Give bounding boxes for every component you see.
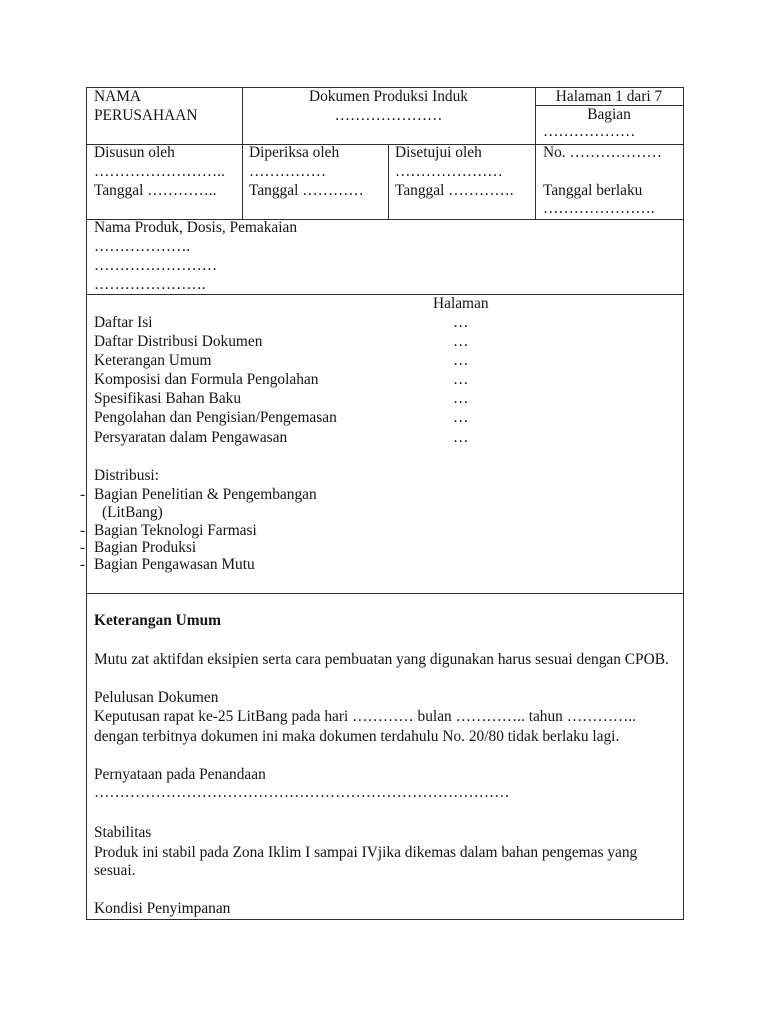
- checked-by-label: Diperiksa oleh: [249, 144, 340, 161]
- product-blank-line: ……………….: [94, 238, 191, 255]
- effective-date-blank: ………………….: [543, 200, 655, 217]
- release-text-line2: dengan terbitnya dokumen ini maka dokumen terdahulu No. 20/80 tidak berlaku lagi.: [94, 728, 620, 745]
- stability-text-line1: Produk ini stabil pada Zona Iklim I sampai IVjika dikemas dalam bahan pengemas yang: [94, 844, 638, 861]
- contents-item-label: Daftar Isi: [94, 314, 153, 331]
- distribution-item: Bagian Penelitian & Pengembangan: [94, 486, 317, 503]
- product-blank-line: ………………….: [94, 276, 206, 293]
- contents-item-label: Spesifikasi Bahan Baku: [94, 390, 242, 407]
- labeling-heading: Pernyataan pada Penandaan: [94, 766, 266, 783]
- list-bullet: -: [80, 522, 86, 539]
- contents-item-label: Pengolahan dan Pengisian/Pengemasan: [94, 409, 337, 426]
- contents-item-page: …: [453, 352, 469, 369]
- product-blank-line: ……………………: [94, 257, 218, 274]
- page-info: Halaman 1 dari 7: [555, 88, 663, 105]
- document-title-blank: …………………: [334, 107, 443, 124]
- checked-by-blank: ……………: [249, 163, 326, 180]
- column-divider-2: [388, 144, 389, 220]
- effective-date-label: Tanggal berlaku: [543, 182, 643, 199]
- contents-item-label: Daftar Distribusi Dokumen: [94, 333, 263, 350]
- distribution-label: Distribusi:: [94, 467, 159, 484]
- document-title: Dokumen Produksi Induk: [308, 88, 469, 105]
- storage-heading: Kondisi Penyimpanan: [94, 900, 231, 917]
- approved-by-label: Disetujui oleh: [395, 144, 482, 161]
- list-bullet: -: [80, 556, 86, 573]
- contents-item-page: …: [453, 314, 469, 331]
- checked-date: Tanggal …………: [249, 182, 364, 199]
- product-label: Nama Produk, Dosis, Pemakaian: [94, 219, 298, 236]
- release-text-line1: Keputusan rapat ke-25 LitBang pada hari ………… bulan ………….. tahun …………..: [94, 708, 636, 725]
- stability-text-line2: sesuai.: [94, 862, 136, 879]
- distribution-item-continuation: (LitBang): [102, 504, 163, 521]
- list-bullet: -: [80, 539, 86, 556]
- approved-by-blank: …………………: [395, 163, 503, 180]
- section-blank: ………………: [543, 123, 636, 140]
- row-divider-product: [86, 294, 684, 295]
- company-name-label-line1: NAMA: [94, 88, 142, 105]
- labeling-blank: ………………………………………………………………………: [94, 784, 510, 801]
- contents-item-page: …: [453, 409, 469, 426]
- approved-date: Tanggal ………….: [395, 182, 514, 199]
- contents-item-page: …: [453, 429, 469, 446]
- quality-statement: Mutu zat aktifdan eksipien serta cara pembuatan yang digunakan harus sesuai dengan CPOB.: [94, 651, 669, 668]
- release-heading: Pelulusan Dokumen: [94, 689, 219, 706]
- document-number: No. ………………: [543, 144, 662, 161]
- company-name-label-line2: PERUSAHAAN: [94, 107, 198, 124]
- distribution-item: Bagian Teknologi Farmasi: [94, 522, 257, 539]
- contents-item-page: …: [453, 371, 469, 388]
- contents-item-page: …: [453, 333, 469, 350]
- prepared-by-blank: ……………………..: [94, 163, 225, 180]
- contents-item-label: Komposisi dan Formula Pengolahan: [94, 371, 319, 388]
- contents-page-header: Halaman: [433, 295, 489, 312]
- contents-item-label: Keterangan Umum: [94, 352, 212, 369]
- distribution-item: Bagian Pengawasan Mutu: [94, 556, 255, 573]
- section-label: Bagian: [587, 106, 631, 123]
- distribution-item: Bagian Produksi: [94, 539, 197, 556]
- contents-item-label: Persyaratan dalam Pengawasan: [94, 429, 288, 446]
- stability-heading: Stabilitas: [94, 824, 152, 841]
- row-divider-contents: [86, 593, 684, 594]
- contents-item-page: …: [453, 390, 469, 407]
- prepared-by-label: Disusun oleh: [94, 144, 175, 161]
- general-info-heading: Keterangan Umum: [94, 612, 221, 629]
- prepared-date: Tanggal …………..: [94, 182, 217, 199]
- list-bullet: -: [80, 486, 86, 503]
